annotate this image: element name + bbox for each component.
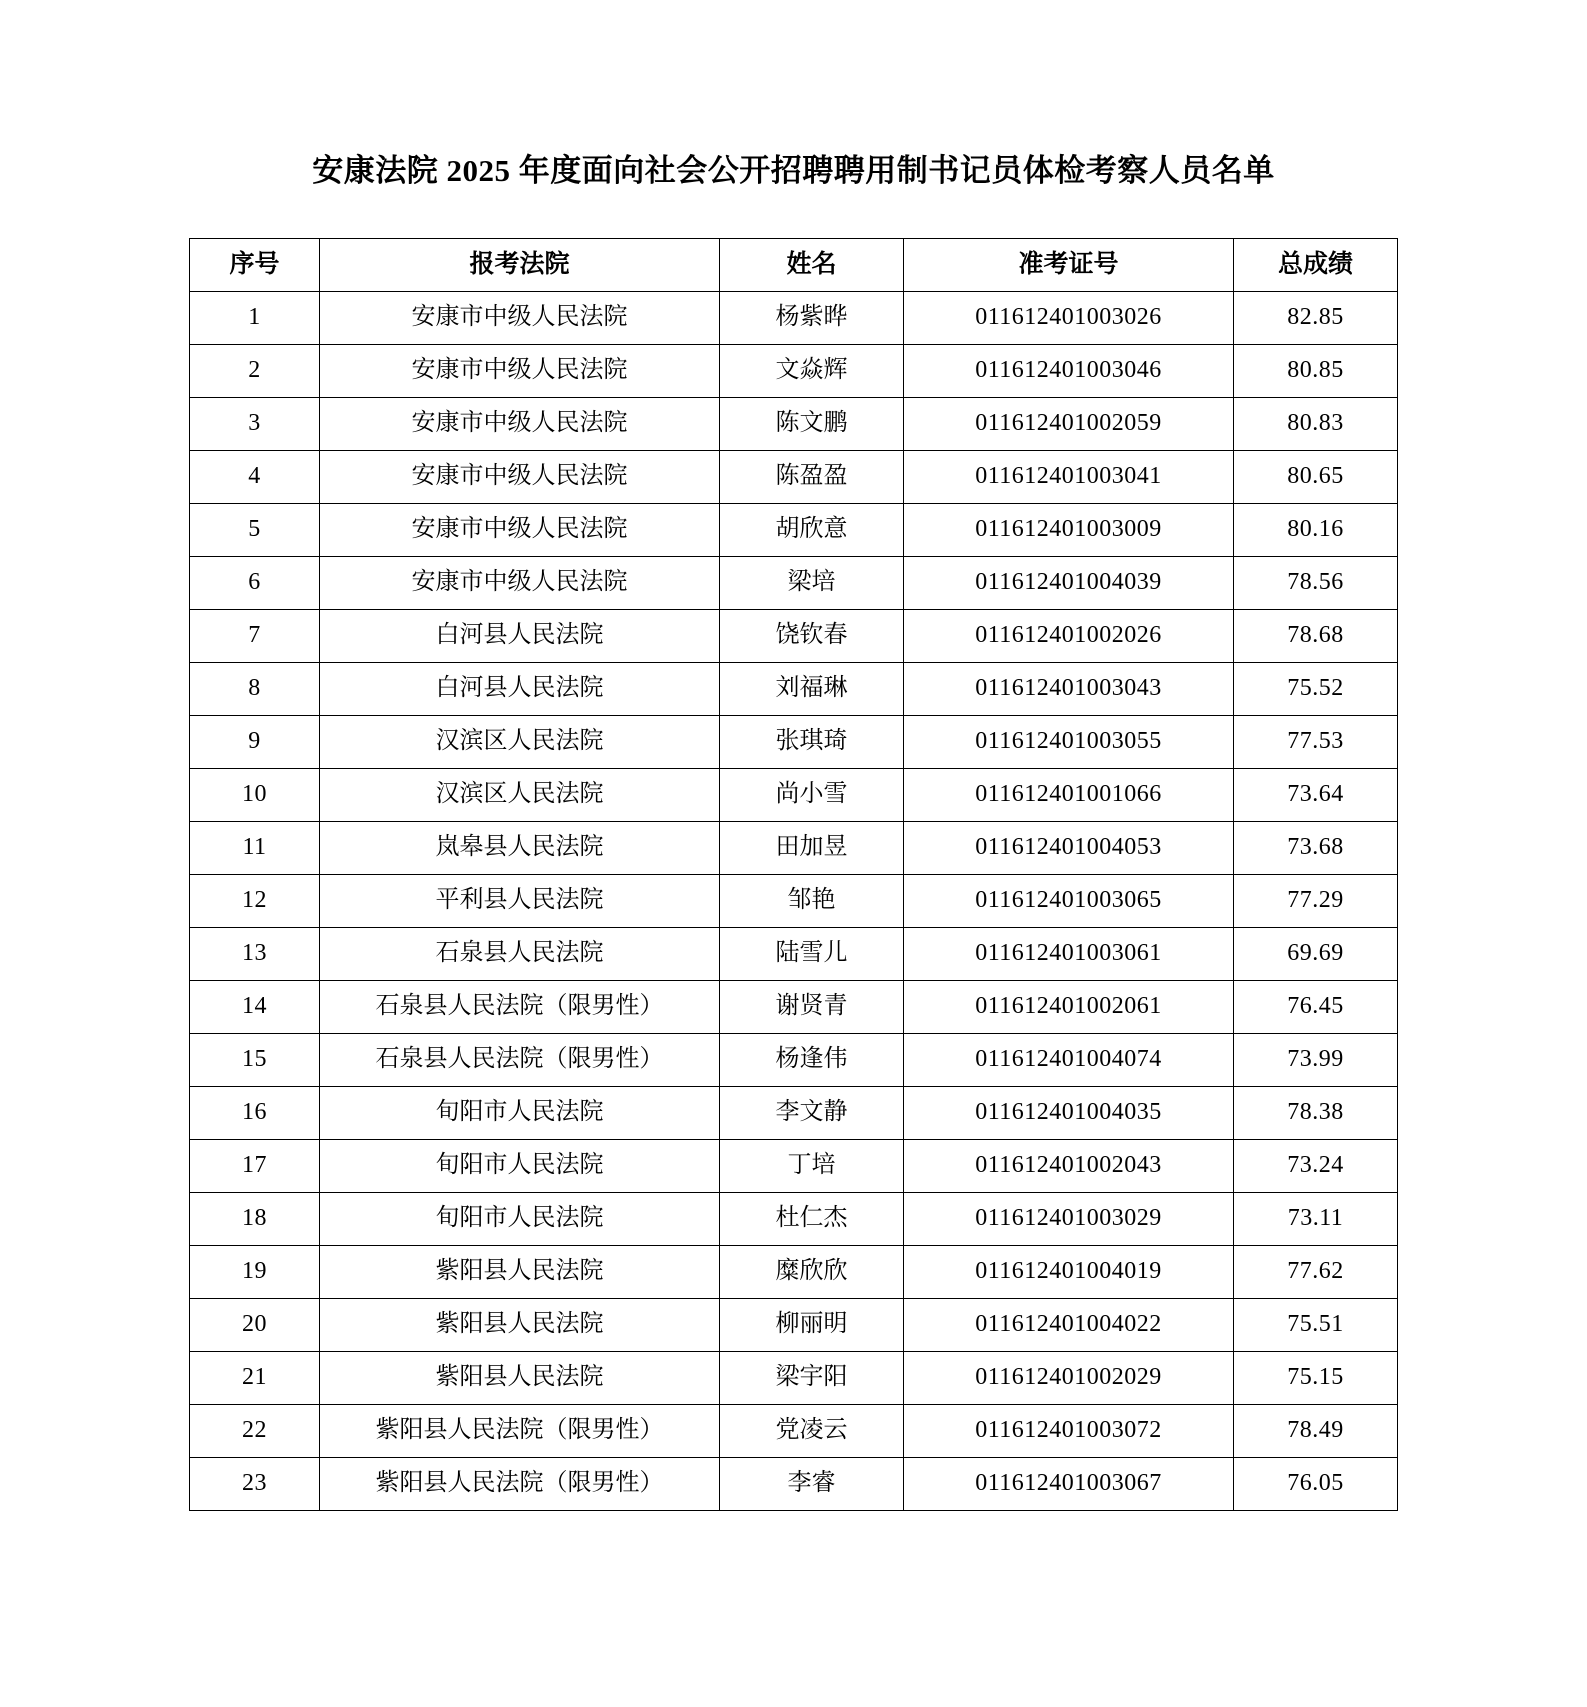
- table-row: [190, 1299, 1398, 1352]
- cell-index: 19: [190, 1246, 320, 1299]
- table-row: [190, 292, 1398, 345]
- cell-exam-no: 011612401003072: [904, 1405, 1234, 1458]
- cell-score: 73.99: [1234, 1034, 1398, 1087]
- cell-exam-no: 011612401003043: [904, 663, 1234, 716]
- cell-exam-no: 011612401002043: [904, 1140, 1234, 1193]
- cell-score: 77.62: [1234, 1246, 1398, 1299]
- cell-index: 10: [190, 769, 320, 822]
- cell-court: 岚皋县人民法院: [320, 822, 720, 875]
- cell-index: 18: [190, 1193, 320, 1246]
- cell-court: 石泉县人民法院: [320, 928, 720, 981]
- cell-score: 73.68: [1234, 822, 1398, 875]
- cell-court: 紫阳县人民法院: [320, 1352, 720, 1405]
- cell-index: 22: [190, 1405, 320, 1458]
- cell-score: 73.24: [1234, 1140, 1398, 1193]
- cell-index: 20: [190, 1299, 320, 1352]
- cell-name: 杜仁杰: [720, 1193, 904, 1246]
- cell-index: 15: [190, 1034, 320, 1087]
- cell-exam-no: 011612401003065: [904, 875, 1234, 928]
- cell-court: 紫阳县人民法院: [320, 1246, 720, 1299]
- cell-index: 23: [190, 1458, 320, 1511]
- cell-court: 安康市中级人民法院: [320, 292, 720, 345]
- column-header-exam-no: 准考证号: [904, 239, 1234, 292]
- cell-court: 旬阳市人民法院: [320, 1193, 720, 1246]
- cell-exam-no: 011612401002029: [904, 1352, 1234, 1405]
- cell-exam-no: 011612401003026: [904, 292, 1234, 345]
- cell-index: 8: [190, 663, 320, 716]
- cell-name: 饶钦春: [720, 610, 904, 663]
- roster-table-container: [0, 238, 1587, 1511]
- table-row: [190, 345, 1398, 398]
- cell-score: 78.68: [1234, 610, 1398, 663]
- table-row: [190, 822, 1398, 875]
- table-row: [190, 769, 1398, 822]
- cell-index: 12: [190, 875, 320, 928]
- cell-court: 安康市中级人民法院: [320, 557, 720, 610]
- cell-index: 21: [190, 1352, 320, 1405]
- table-row: [190, 1405, 1398, 1458]
- cell-exam-no: 011612401004022: [904, 1299, 1234, 1352]
- table-row: [190, 610, 1398, 663]
- cell-court: 安康市中级人民法院: [320, 398, 720, 451]
- cell-court: 安康市中级人民法院: [320, 451, 720, 504]
- cell-exam-no: 011612401003029: [904, 1193, 1234, 1246]
- cell-score: 80.83: [1234, 398, 1398, 451]
- table-row: [190, 1140, 1398, 1193]
- cell-score: 80.16: [1234, 504, 1398, 557]
- cell-exam-no: 011612401004053: [904, 822, 1234, 875]
- cell-court: 紫阳县人民法院: [320, 1299, 720, 1352]
- cell-score: 78.56: [1234, 557, 1398, 610]
- cell-name: 党凌云: [720, 1405, 904, 1458]
- cell-score: 82.85: [1234, 292, 1398, 345]
- column-header-court: 报考法院: [320, 239, 720, 292]
- cell-index: 9: [190, 716, 320, 769]
- cell-name: 杨逢伟: [720, 1034, 904, 1087]
- table-row: [190, 1352, 1398, 1405]
- cell-index: 6: [190, 557, 320, 610]
- cell-exam-no: 011612401004074: [904, 1034, 1234, 1087]
- cell-name: 谢贤青: [720, 981, 904, 1034]
- table-row: [190, 928, 1398, 981]
- cell-name: 梁宇阳: [720, 1352, 904, 1405]
- cell-exam-no: 011612401001066: [904, 769, 1234, 822]
- cell-name: 刘福琳: [720, 663, 904, 716]
- cell-name: 李睿: [720, 1458, 904, 1511]
- table-row: [190, 1034, 1398, 1087]
- cell-score: 76.45: [1234, 981, 1398, 1034]
- cell-court: 旬阳市人民法院: [320, 1087, 720, 1140]
- cell-index: 7: [190, 610, 320, 663]
- cell-index: 5: [190, 504, 320, 557]
- cell-court: 石泉县人民法院（限男性）: [320, 981, 720, 1034]
- roster-table: [189, 238, 1398, 1511]
- cell-exam-no: 011612401003055: [904, 716, 1234, 769]
- cell-court: 安康市中级人民法院: [320, 345, 720, 398]
- table-row: [190, 981, 1398, 1034]
- cell-index: 1: [190, 292, 320, 345]
- cell-score: 80.65: [1234, 451, 1398, 504]
- cell-exam-no: 011612401003061: [904, 928, 1234, 981]
- cell-score: 80.85: [1234, 345, 1398, 398]
- cell-exam-no: 011612401003009: [904, 504, 1234, 557]
- cell-score: 69.69: [1234, 928, 1398, 981]
- cell-court: 白河县人民法院: [320, 610, 720, 663]
- cell-index: 3: [190, 398, 320, 451]
- cell-name: 尚小雪: [720, 769, 904, 822]
- cell-exam-no: 011612401004035: [904, 1087, 1234, 1140]
- table-row: [190, 663, 1398, 716]
- cell-name: 糜欣欣: [720, 1246, 904, 1299]
- cell-court: 旬阳市人民法院: [320, 1140, 720, 1193]
- cell-name: 柳丽明: [720, 1299, 904, 1352]
- cell-index: 2: [190, 345, 320, 398]
- cell-name: 丁培: [720, 1140, 904, 1193]
- cell-score: 76.05: [1234, 1458, 1398, 1511]
- cell-court: 石泉县人民法院（限男性）: [320, 1034, 720, 1087]
- cell-score: 78.38: [1234, 1087, 1398, 1140]
- cell-exam-no: 011612401002059: [904, 398, 1234, 451]
- cell-index: 17: [190, 1140, 320, 1193]
- cell-index: 16: [190, 1087, 320, 1140]
- cell-name: 李文静: [720, 1087, 904, 1140]
- table-row: [190, 716, 1398, 769]
- cell-index: 4: [190, 451, 320, 504]
- table-header-row: [190, 239, 1398, 292]
- table-row: [190, 398, 1398, 451]
- table-row: [190, 1246, 1398, 1299]
- cell-score: 75.51: [1234, 1299, 1398, 1352]
- cell-score: 75.52: [1234, 663, 1398, 716]
- cell-name: 张琪琦: [720, 716, 904, 769]
- cell-court: 紫阳县人民法院（限男性）: [320, 1458, 720, 1511]
- table-row: [190, 1193, 1398, 1246]
- cell-name: 田加昱: [720, 822, 904, 875]
- cell-score: 73.11: [1234, 1193, 1398, 1246]
- cell-exam-no: 011612401002026: [904, 610, 1234, 663]
- cell-index: 13: [190, 928, 320, 981]
- cell-exam-no: 011612401003041: [904, 451, 1234, 504]
- table-row: [190, 557, 1398, 610]
- cell-exam-no: 011612401004019: [904, 1246, 1234, 1299]
- cell-exam-no: 011612401003046: [904, 345, 1234, 398]
- cell-court: 汉滨区人民法院: [320, 716, 720, 769]
- page-title: 安康法院 2025 年度面向社会公开招聘聘用制书记员体检考察人员名单: [312, 153, 1275, 188]
- table-body: [190, 292, 1398, 1511]
- cell-score: 78.49: [1234, 1405, 1398, 1458]
- column-header-score: 总成绩: [1234, 239, 1398, 292]
- cell-name: 邹艳: [720, 875, 904, 928]
- table-row: [190, 875, 1398, 928]
- cell-name: 文焱辉: [720, 345, 904, 398]
- cell-score: 77.29: [1234, 875, 1398, 928]
- cell-name: 陆雪儿: [720, 928, 904, 981]
- cell-name: 陈文鹏: [720, 398, 904, 451]
- cell-exam-no: 011612401004039: [904, 557, 1234, 610]
- cell-court: 白河县人民法院: [320, 663, 720, 716]
- cell-index: 14: [190, 981, 320, 1034]
- cell-score: 73.64: [1234, 769, 1398, 822]
- table-header: [190, 239, 1398, 292]
- column-header-name: 姓名: [720, 239, 904, 292]
- cell-court: 紫阳县人民法院（限男性）: [320, 1405, 720, 1458]
- column-header-index: 序号: [190, 239, 320, 292]
- cell-exam-no: 011612401002061: [904, 981, 1234, 1034]
- cell-name: 陈盈盈: [720, 451, 904, 504]
- cell-name: 杨紫晔: [720, 292, 904, 345]
- cell-score: 77.53: [1234, 716, 1398, 769]
- cell-name: 胡欣意: [720, 504, 904, 557]
- table-row: [190, 504, 1398, 557]
- cell-score: 75.15: [1234, 1352, 1398, 1405]
- cell-court: 汉滨区人民法院: [320, 769, 720, 822]
- cell-index: 11: [190, 822, 320, 875]
- cell-name: 梁培: [720, 557, 904, 610]
- cell-court: 平利县人民法院: [320, 875, 720, 928]
- cell-exam-no: 011612401003067: [904, 1458, 1234, 1511]
- cell-court: 安康市中级人民法院: [320, 504, 720, 557]
- table-row: [190, 1458, 1398, 1511]
- table-row: [190, 1087, 1398, 1140]
- table-row: [190, 451, 1398, 504]
